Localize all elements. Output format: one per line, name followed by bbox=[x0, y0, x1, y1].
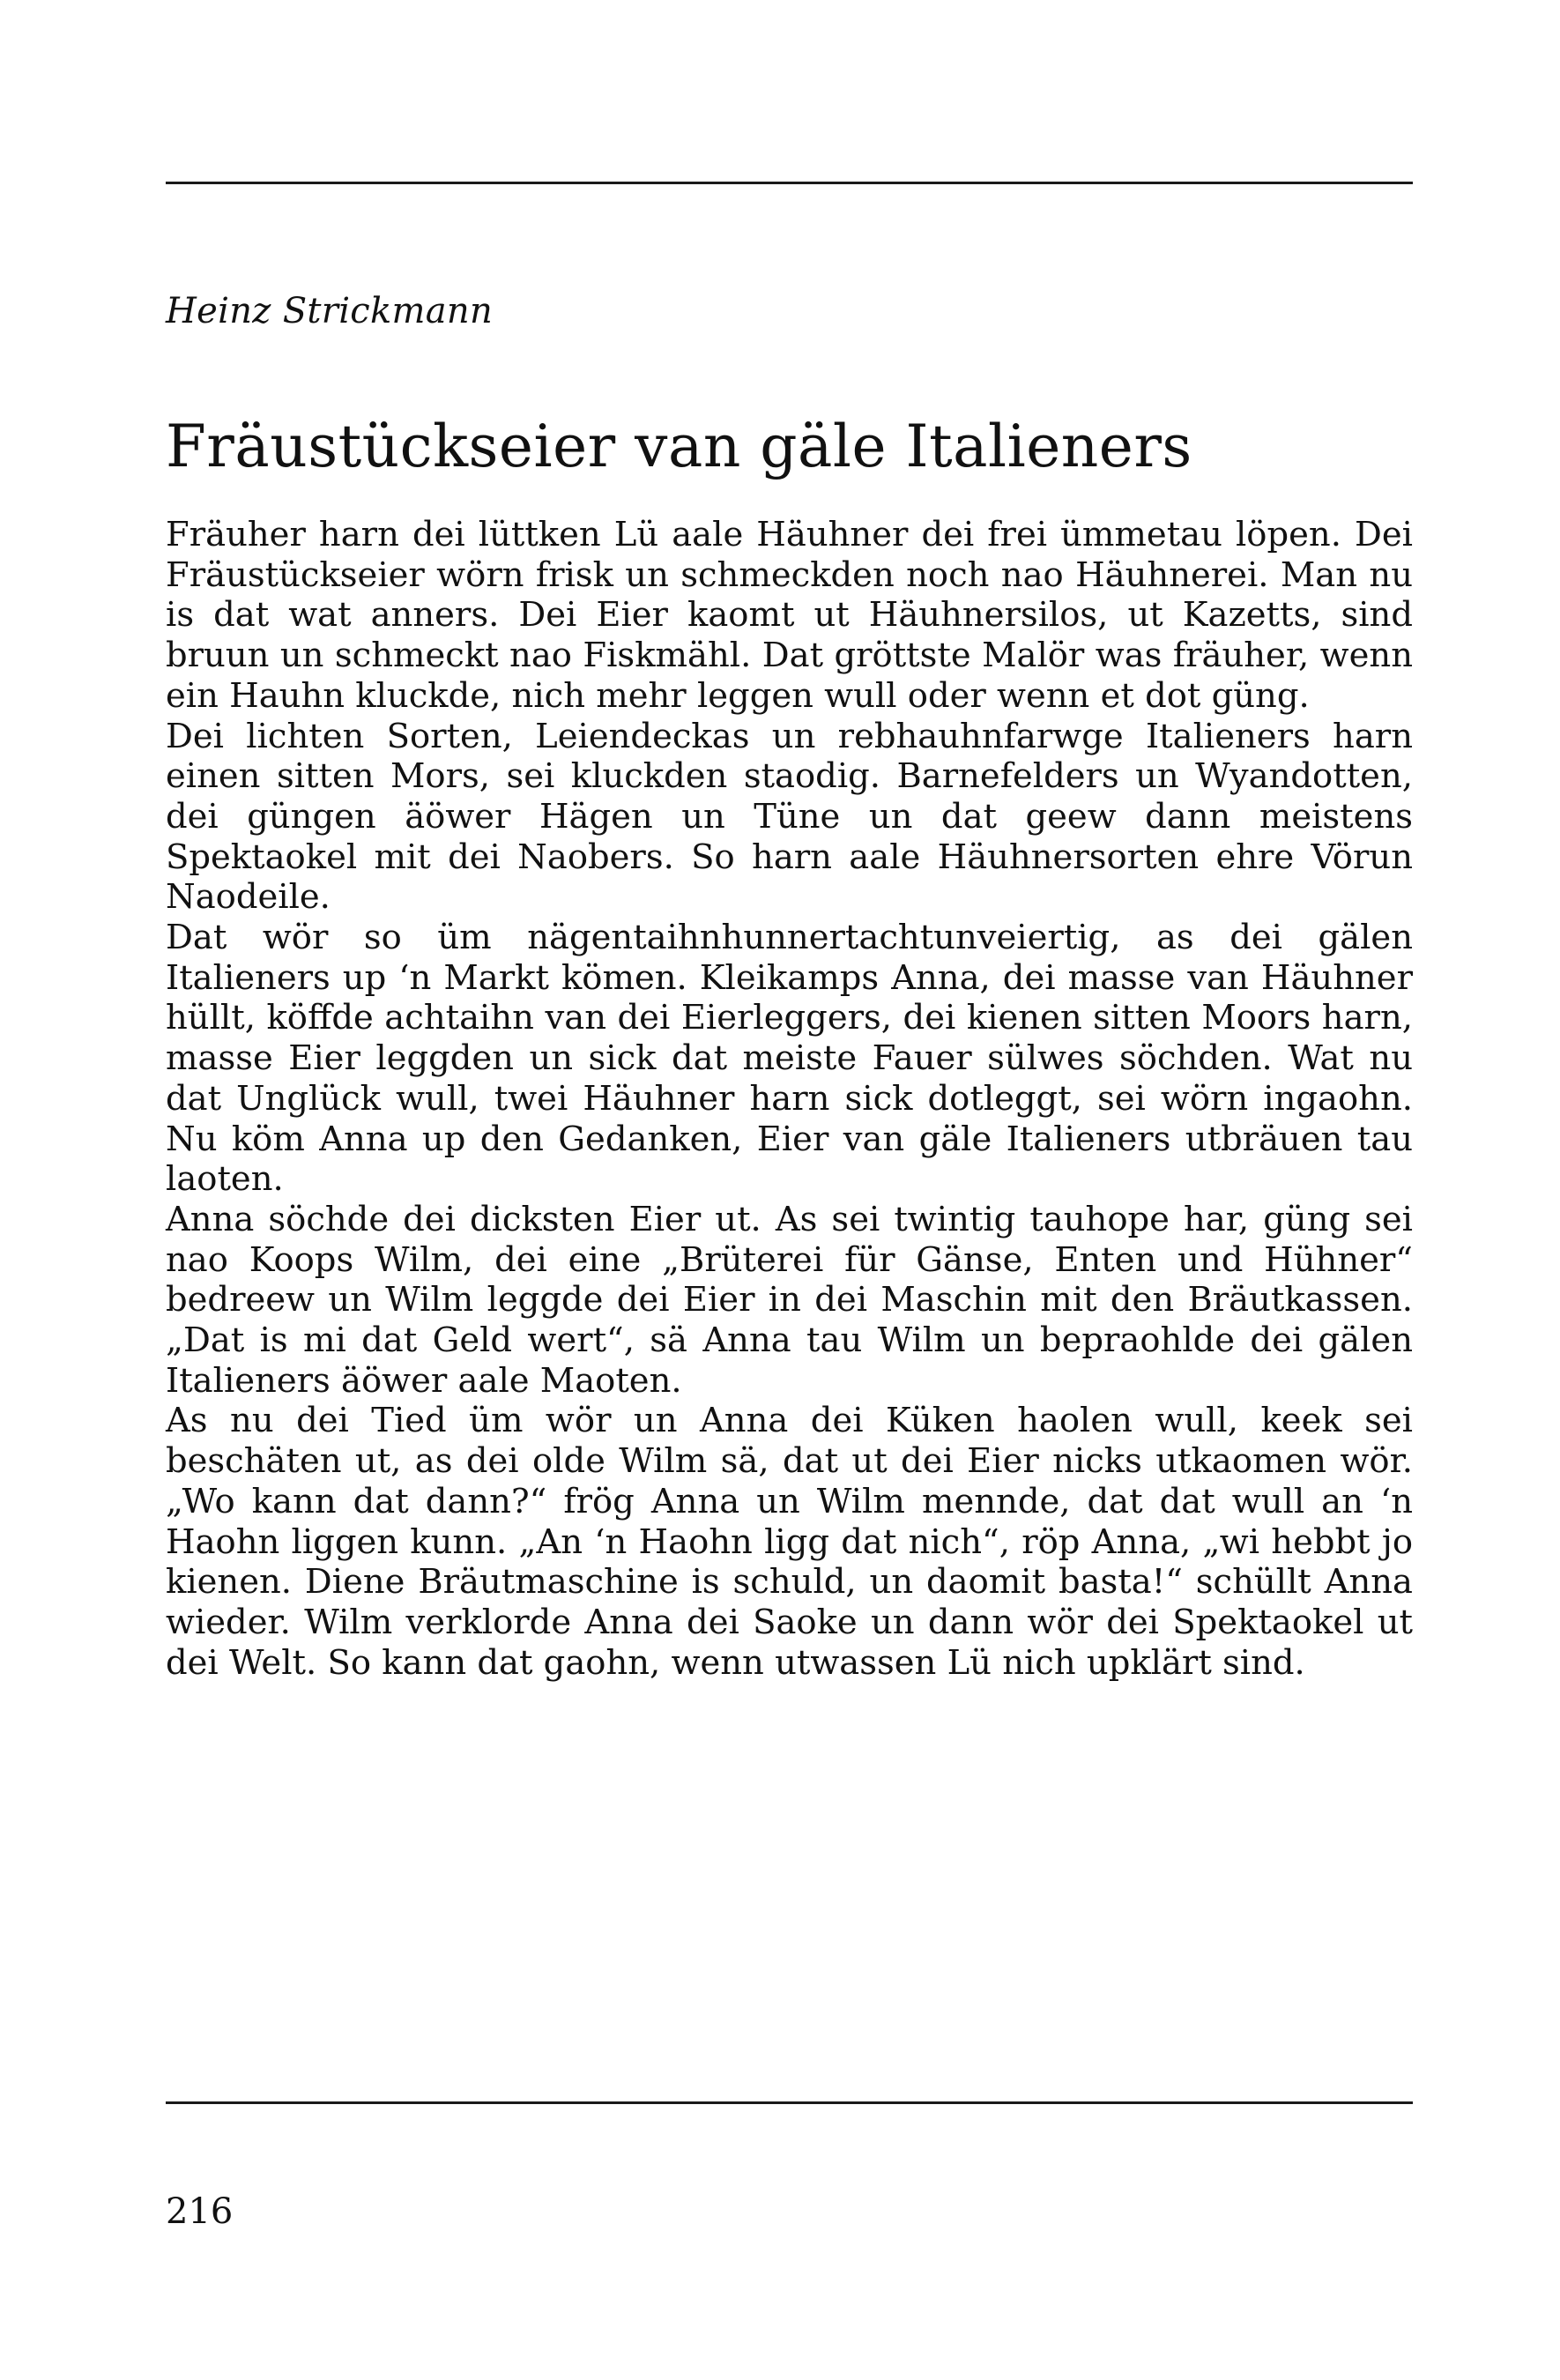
page-number: 216 bbox=[166, 2191, 234, 2232]
paragraph-1: Fräuher harn dei lüttken Lü aale Häuhner dei frei ümmetau löpen. Dei Fräustückseier wörn frisk un schmeckden noch nao Häuhnerei. Man nu is dat wat anners. Dei Eier kaomt ut Häuhnersilos, ut Kazetts, sind bruun un schmeckt nao Fiskmähl. Dat gröttste Malör was fräuher, wenn ein Hauhn kluckde, nich mehr leggen wull oder wenn et dot güng. bbox=[166, 515, 1413, 716]
article-title: Fräustückseier van gäle Italieners bbox=[166, 413, 1192, 480]
paragraph-2: Dei lichten Sorten, Leiendeckas un rebhauhnfarwge Italieners harn einen sitten Mors, sei kluckden staodig. Barnefelders un Wyandotten, dei güngen äöwer Hägen un Tüne un dat geew dann meistens Spektaokel mit dei Naobers. So harn aale Häuhnersorten ehre Vörun Naodeile. bbox=[166, 716, 1413, 918]
paragraph-3: Dat wör so üm nägentaihnhunnertachtunveiertig, as dei gälen Italieners up ‘n Markt kömen. Kleikamps Anna, dei masse van Häuhner hüllt, köffde achtaihn van dei Eierleggers, dei kienen sitten Moors harn, masse Eier leggden un sick dat meiste Fauer sülwes söchden. Wat nu dat Unglück wull, twei Häuhner harn sick dotleggt, sei wörn ingaohn. Nu köm Anna up den Gedanken, Eier van gäle Italieners utbräuen tau laoten. bbox=[166, 918, 1413, 1200]
bottom-rule bbox=[166, 2101, 1413, 2104]
paragraph-5: As nu dei Tied üm wör un Anna dei Küken haolen wull, keek sei beschäten ut, as dei olde Wilm sä, dat ut dei Eier nicks utkaomen wör. „Wo kann dat dann?“ frög Anna un Wilm mennde, dat dat wull an ‘n Haohn liggen kunn. „An ‘n Haohn ligg dat nich“, röp Anna, „wi hebbt jo kienen. Diene Bräutmaschine is schuld, un daomit basta!“ schüllt Anna wieder. Wilm verklorde Anna dei Saoke un dann wör dei Spektaokel ut dei Welt. So kann dat gaohn, wenn utwassen Lü nich upklärt sind. bbox=[166, 1401, 1413, 1683]
article-body bbox=[166, 515, 1413, 1683]
paragraph-4: Anna söchde dei dicksten Eier ut. As sei twintig tauhope har, güng sei nao Koops Wilm, dei eine „Brüterei für Gänse, Enten und Hühner“ bedreew un Wilm leggde dei Eier in dei Maschin mit den Bräutkassen. „Dat is mi dat Geld wert“, sä Anna tau Wilm un bepraohlde dei gälen Italieners äöwer aale Maoten. bbox=[166, 1199, 1413, 1401]
top-rule bbox=[166, 182, 1413, 184]
author-name: Heinz Strickmann bbox=[166, 291, 494, 331]
